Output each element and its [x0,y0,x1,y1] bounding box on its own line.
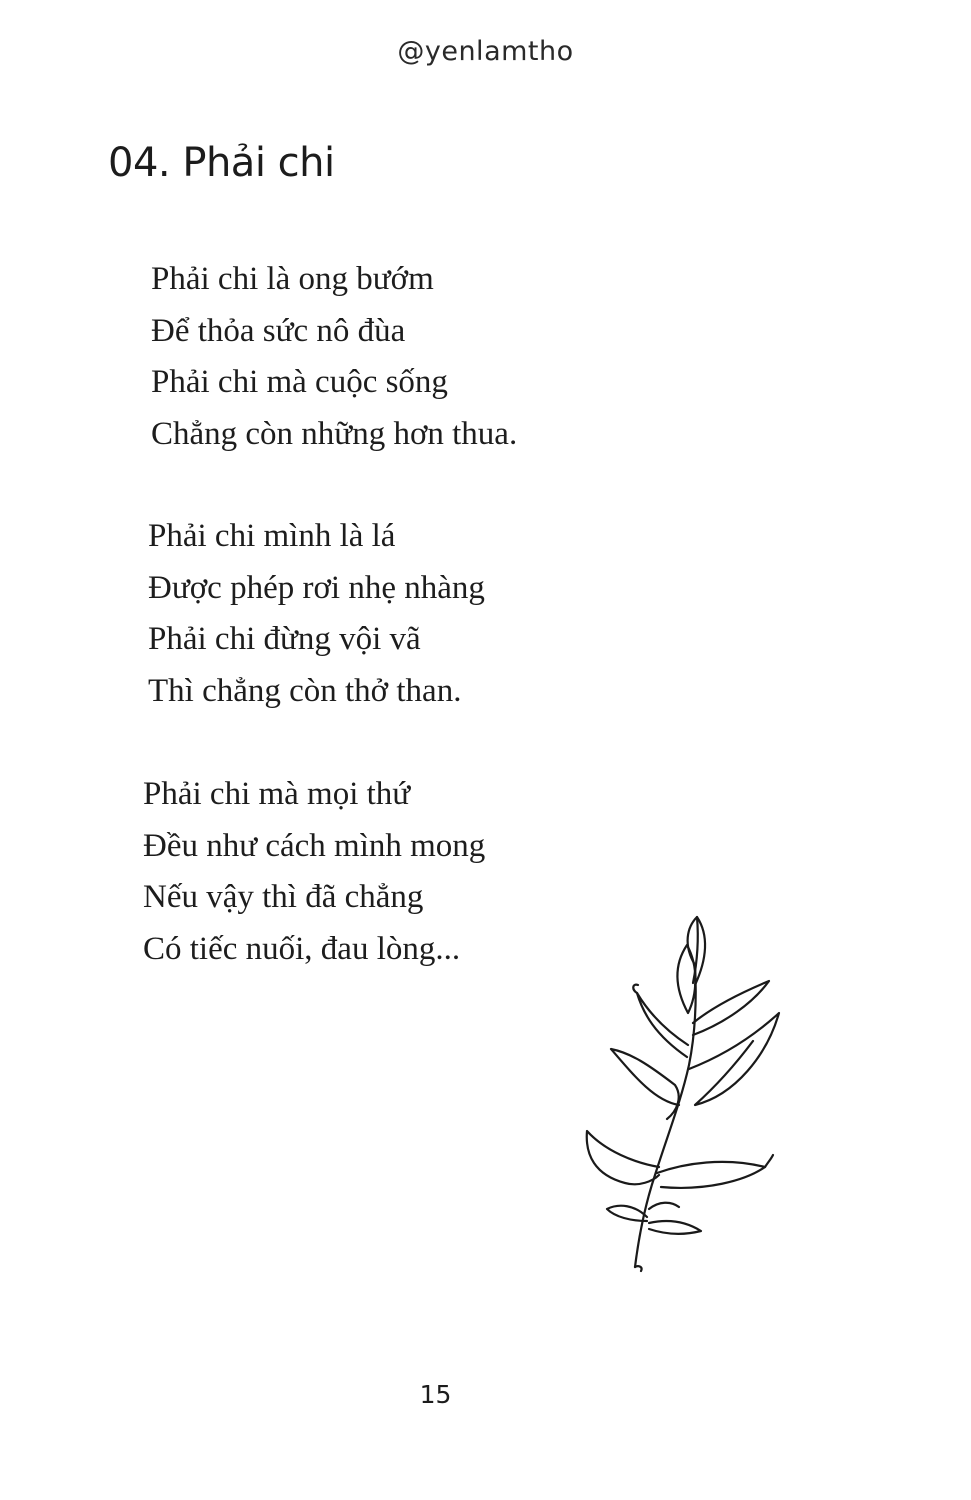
poem-line: Có tiếc nuối, đau lòng... [143,930,461,967]
poem-line: Để thỏa sức nô đùa [151,312,406,349]
author-handle: @yenlamtho [397,36,574,67]
stanza-1 [151,254,517,460]
poem-line: Chẳng còn những hơn thua. [151,415,518,452]
poem-line: Thì chẳng còn thở than. [148,672,462,709]
poem-line: Phải chi đừng vội vã [148,621,421,657]
poem-line: Được phép rơi nhẹ nhàng [148,569,485,606]
poem-line: Phải chi mình là lá [148,518,396,554]
page-number-text: 15 [419,1380,452,1409]
poem-line: Đều như cách mình mong [143,827,486,864]
stanza-2 [148,511,485,717]
leaf-branch-icon [575,905,795,1285]
stanza-3 [143,769,485,975]
poem-line: Nếu vậy thì đã chẳng [143,879,424,915]
poem-line: Phải chi mà mọi thứ [143,776,411,812]
poem-line: Phải chi mà cuộc sống [151,364,448,400]
poem-title: 04. Phải chi [108,140,335,186]
page-number [0,1380,921,1409]
poem-line: Phải chi là ong bướm [151,261,434,297]
